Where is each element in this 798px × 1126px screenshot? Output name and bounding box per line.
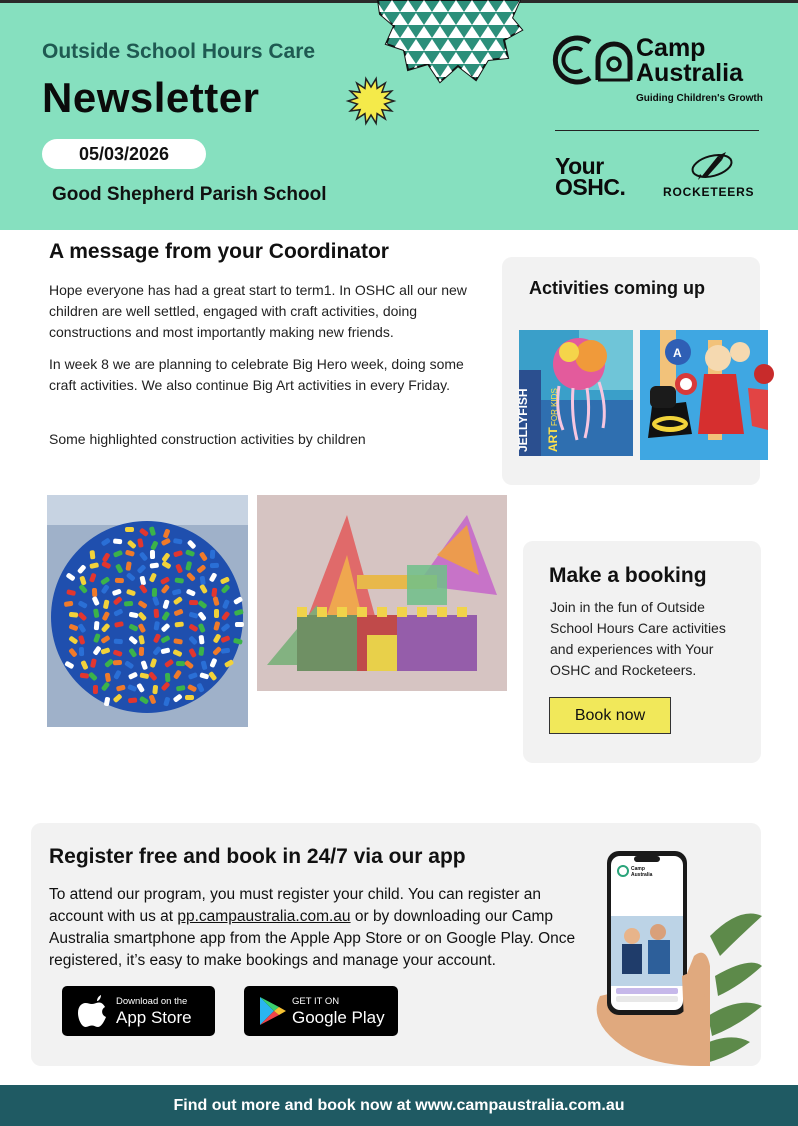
jellyfish-title-1: JELLYFISH xyxy=(516,388,530,452)
register-heading: Register free and book in 24/7 via our app xyxy=(49,845,466,868)
coordinator-paragraph-2: In week 8 we are planning to celebrate Big Hero week, doing some craft activities. We also continue Big Art activities in every Friday. xyxy=(49,356,464,393)
coordinator-paragraph-3: Some highlighted construction activities by children xyxy=(49,431,366,447)
camp-word: Camp xyxy=(636,34,706,62)
jellyfish-art-image xyxy=(516,330,633,456)
page-title: Newsletter xyxy=(42,74,260,121)
register-text-before: To attend our program, you must register your child. You can register an account with us at xyxy=(49,886,541,925)
svg-text:A: A xyxy=(673,346,682,360)
coordinator-heading: A message from your Coordinator xyxy=(49,240,389,263)
google-play-icon xyxy=(260,997,286,1025)
phone-app-illustration xyxy=(590,846,762,1066)
book-now-button[interactable]: Book now xyxy=(549,697,671,734)
australia-word: Australia xyxy=(636,59,743,87)
phone-brand-1: Camp xyxy=(631,866,645,872)
jellyfish-title-2: ART xyxy=(546,427,560,452)
jellyfish-title-3: FOR KIDS xyxy=(550,388,559,426)
rocket-icon xyxy=(688,150,734,182)
your-word: Your xyxy=(555,153,604,179)
construction-photo-ball xyxy=(47,495,248,727)
register-text-after: or by downloading our Camp Australia smartphone app from the Apple App Store or on Google Play. Once registered, it’s easy to make bookings and manage your account. xyxy=(49,908,576,969)
apple-icon xyxy=(78,995,106,1027)
construction-photo-castle xyxy=(257,495,507,691)
register-description xyxy=(49,884,579,972)
header-divider xyxy=(555,130,759,131)
booking-description: Join in the fun of Outside School Hours Care activities and experiences with Your OSHC and Rocketeers. xyxy=(550,599,726,678)
camp-australia-logo-icon xyxy=(552,34,634,86)
triangle-badge-icon xyxy=(376,0,522,82)
footer-bar: Find out more and book now at www.campaustralia.com.au xyxy=(0,1085,798,1126)
starburst-icon xyxy=(346,76,396,126)
google-play-small-label: GET IT ON xyxy=(292,996,340,1007)
school-name: Good Shepherd Parish School xyxy=(52,184,327,205)
registration-link[interactable]: pp.campaustralia.com.au xyxy=(177,908,351,925)
header-subtitle: Outside School Hours Care xyxy=(42,40,316,63)
newsletter-header xyxy=(0,0,798,230)
camp-australia-wordmark xyxy=(636,36,743,86)
rocketeers-logo: ROCKETEERS xyxy=(663,185,755,199)
camp-australia-tagline: Guiding Children's Growth xyxy=(636,93,763,104)
superhero-craft-image xyxy=(640,330,768,460)
app-store-button[interactable] xyxy=(62,986,215,1036)
booking-heading: Make a booking xyxy=(549,564,707,587)
phone-brand-2: Australia xyxy=(631,872,653,878)
app-store-label: App Store xyxy=(116,1008,192,1027)
google-play-button[interactable] xyxy=(244,986,398,1036)
coordinator-paragraph-1: Hope everyone has had a great start to term1. In OSHC all our new children are well settled, engaged with craft activities, doing constructions and most importantly making new friends. xyxy=(49,282,467,340)
oshc-word: OSHC. xyxy=(555,174,626,200)
app-store-small-label: Download on the xyxy=(116,996,188,1007)
activities-heading: Activities coming up xyxy=(529,278,706,298)
google-play-label: Google Play xyxy=(292,1008,385,1027)
your-oshc-logo xyxy=(555,153,626,200)
date-badge: 05/03/2026 xyxy=(42,139,206,169)
